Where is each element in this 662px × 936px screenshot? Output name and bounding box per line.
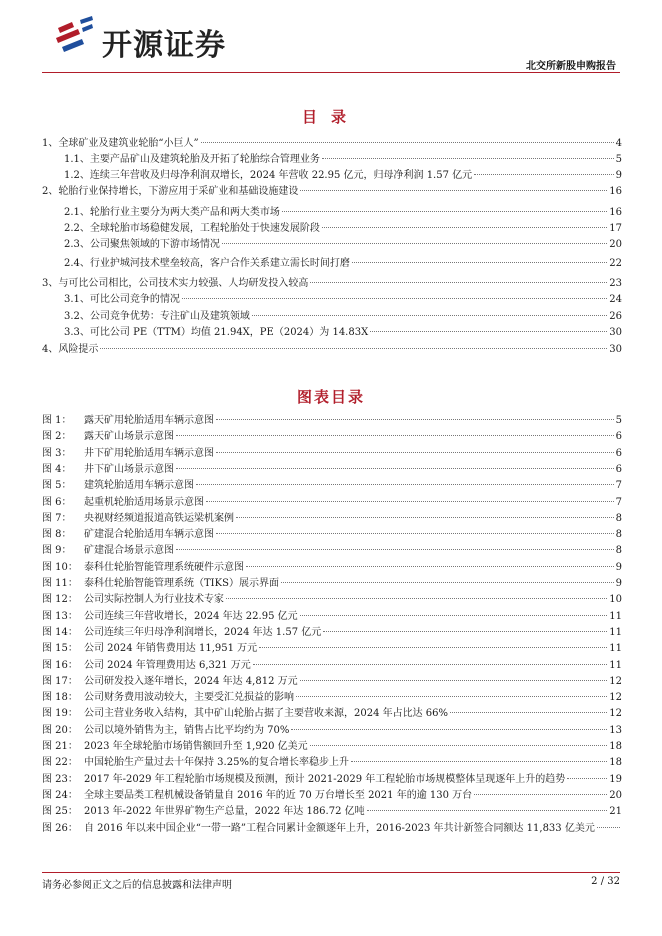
toc-entry-title: 行业护城河技术壁垒较高，客户合作关系建立需长时间打磨 xyxy=(89,258,350,269)
figure-entry-leader xyxy=(176,468,614,469)
toc-entry-number: 3、 xyxy=(42,278,59,289)
toc-entry-leader xyxy=(282,211,607,212)
page-number: 2 / 32 xyxy=(591,876,620,887)
figure-entry[interactable] xyxy=(42,495,622,511)
figure-entry[interactable] xyxy=(42,609,622,625)
figure-entry[interactable] xyxy=(42,821,622,837)
figure-entry-leader xyxy=(291,729,607,730)
figure-entry-leader xyxy=(597,827,620,828)
figure-entry[interactable] xyxy=(42,413,622,429)
toc-entry-leader xyxy=(370,331,607,332)
toc-entry[interactable] xyxy=(42,256,622,272)
figure-entry-title: 公司 2024 年管理费用达 6,321 万元 xyxy=(84,659,251,671)
toc-title: 目录 xyxy=(301,108,360,126)
figure-entry-page: 19 xyxy=(609,773,622,785)
toc-entry[interactable] xyxy=(42,152,622,168)
toc-entry-title: 公司聚焦领域的下游市场情况 xyxy=(89,239,220,250)
toc-entry[interactable] xyxy=(42,237,622,253)
figure-entry-page: 6 xyxy=(615,463,622,475)
figure-entry-page: 12 xyxy=(609,708,622,720)
figure-entry-page: 11 xyxy=(609,643,622,655)
figure-entry-page: 8 xyxy=(615,529,622,541)
toc-entry-title: 连续三年营收及归母净利润双增长，2024 年营收 22.95 亿元，归母净利润 1.57 亿元 xyxy=(89,170,473,181)
figure-entry-page: 10 xyxy=(609,594,622,606)
figure-entry-number: 图 20： xyxy=(42,724,78,736)
toc-entry-leader xyxy=(352,262,607,263)
figure-entry[interactable] xyxy=(42,755,622,771)
figure-entry-leader xyxy=(367,810,608,811)
figure-entry-page: 12 xyxy=(609,692,622,704)
figure-entry[interactable] xyxy=(42,641,622,657)
figure-entry-number: 图 4： xyxy=(42,463,72,475)
figure-entry-number: 图 24： xyxy=(42,789,78,801)
figure-entry[interactable] xyxy=(42,511,622,527)
figure-entry-number: 图 14： xyxy=(42,626,78,638)
figure-entry-title: 公司以境外销售为主，销售占比平均约为 70% xyxy=(84,724,290,736)
figure-entry[interactable] xyxy=(42,739,622,755)
figure-entry-number: 图 17： xyxy=(42,675,78,687)
figure-entry-title: 公司实际控制人为行业技术专家 xyxy=(84,594,224,606)
toc-entry[interactable] xyxy=(42,342,622,358)
figure-entry-leader xyxy=(351,761,607,762)
figure-entry[interactable] xyxy=(42,658,622,674)
figure-entry-page: 8 xyxy=(615,512,622,524)
figure-entry[interactable] xyxy=(42,592,622,608)
figure-entry-title: 露天矿山场景示意图 xyxy=(84,431,174,443)
figure-entry-title: 公司财务费用波动较大，主要受汇兑损益的影响 xyxy=(84,692,294,704)
figure-entry-number: 图 7： xyxy=(42,512,72,524)
toc-entry-leader xyxy=(322,158,614,159)
figure-entry-number: 图 18： xyxy=(42,692,78,704)
figure-entry[interactable] xyxy=(42,543,622,559)
figure-entry-title: 公司连续三年营收增长，2024 年达 22.95 亿元 xyxy=(84,610,298,622)
report-type: 北交所新股申购报告 xyxy=(526,61,616,72)
logo-mark-icon xyxy=(52,14,96,60)
figure-entry-number: 图 21： xyxy=(42,741,78,752)
toc-entry-page: 23 xyxy=(609,278,622,289)
toc-entry[interactable] xyxy=(42,309,622,325)
toc-entry-leader xyxy=(322,227,607,228)
figure-entry-title: 矿建混合轮胎适用车辆示意图 xyxy=(84,529,214,541)
toc-entry-number: 2.3、 xyxy=(64,239,90,250)
toc-entry-page: 30 xyxy=(609,344,622,355)
toc-entry[interactable] xyxy=(42,168,622,184)
figure-entry-title: 2017 年-2029 年工程轮胎市场规模及预测，预计 2021-2029 年工程轮胎市场规模整体呈现逐年上升的趋势 xyxy=(84,773,566,785)
brand-name: 开源证券 xyxy=(102,28,226,63)
figure-entry-leader xyxy=(196,484,614,485)
toc-entry-page: 5 xyxy=(615,154,622,165)
figure-entry[interactable] xyxy=(42,625,622,641)
figure-entry[interactable] xyxy=(42,462,622,478)
toc-entry-page: 22 xyxy=(609,258,622,269)
toc-entry-page: 4 xyxy=(615,138,622,149)
figure-entry[interactable] xyxy=(42,690,622,706)
figure-entry-leader xyxy=(236,517,614,518)
figure-entry[interactable] xyxy=(42,772,622,788)
figure-entry-title: 公司连续三年归母净利润增长，2024 年达 1.57 亿元 xyxy=(84,626,322,638)
figure-entry-leader xyxy=(246,566,614,567)
figure-entry-leader xyxy=(450,712,607,713)
toc-entry[interactable] xyxy=(42,136,622,152)
figure-entry-title: 露天矿用轮胎适用车辆示意图 xyxy=(84,415,214,426)
figure-entry[interactable] xyxy=(42,478,622,494)
figure-entry-number: 图 6： xyxy=(42,496,72,508)
figure-entry-number: 图 15： xyxy=(42,643,78,655)
figure-entry-title: 起重机轮胎适用场景示意图 xyxy=(84,496,204,508)
figure-entry-page: 6 xyxy=(615,447,622,459)
figure-entry-page: 18 xyxy=(609,757,622,769)
toc-entry-title: 公司竞争优势：专注矿山及建筑领域 xyxy=(89,311,250,322)
toc-entry-leader xyxy=(201,142,614,143)
toc-entry-page: 30 xyxy=(609,327,622,338)
toc-entry-leader xyxy=(474,174,613,175)
toc-entry-leader xyxy=(300,190,607,191)
figure-entry-page: 7 xyxy=(615,480,622,492)
figure-entry-leader xyxy=(567,778,607,779)
footer-disclaimer: 请务必参阅正文之后的信息披露和法律声明 xyxy=(42,880,232,891)
toc-entry-leader xyxy=(252,315,607,316)
figure-entry-page: 21 xyxy=(609,806,622,818)
header-divider xyxy=(42,72,620,73)
toc-entry-number: 2.4、 xyxy=(64,258,90,269)
figure-entry-title: 公司 2024 年销售费用达 11,951 万元 xyxy=(84,643,258,655)
figure-entry-number: 图 9： xyxy=(42,545,72,557)
toc-entry-number: 1、 xyxy=(42,138,59,149)
toc-entry-leader xyxy=(310,282,607,283)
figure-entry-page: 8 xyxy=(615,545,622,557)
figure-entry-number: 图 26： xyxy=(42,822,78,834)
figure-entry-number: 图 12： xyxy=(42,594,78,606)
figure-entry-title: 泰科仕轮胎智能管理系统硬件示意图 xyxy=(84,561,244,573)
figure-entry-page: 7 xyxy=(615,496,622,508)
toc-entry[interactable] xyxy=(42,221,622,237)
toc-entry-number: 1.2、 xyxy=(64,170,90,181)
figure-entry-title: 2013 年-2022 年世界矿物生产总量，2022 年达 186.72 亿吨 xyxy=(84,806,365,818)
figure-entry[interactable] xyxy=(42,560,622,576)
figure-entry-page: 9 xyxy=(615,561,622,573)
figure-entry-page: 11 xyxy=(609,659,622,671)
toc-entry-title: 可比公司竞争的情况 xyxy=(89,294,180,305)
figure-entry-leader xyxy=(216,419,614,420)
toc-entry-number: 3.2、 xyxy=(64,311,90,322)
figure-entry-leader xyxy=(296,696,607,697)
figure-entry-page: 11 xyxy=(609,610,622,622)
toc-entry-leader xyxy=(222,243,607,244)
toc-entry-number: 3.3、 xyxy=(64,327,90,338)
toc-entry[interactable] xyxy=(42,325,622,341)
figure-entry-leader xyxy=(176,549,614,550)
figure-entry-leader xyxy=(474,794,607,795)
figure-entry-title: 泰科仕轮胎智能管理系统（TIKS）展示界面 xyxy=(84,578,279,589)
toc-entry-number: 2、 xyxy=(42,186,59,197)
figure-entry-title: 建筑轮胎适用车辆示意图 xyxy=(84,480,194,492)
figure-entry-leader xyxy=(226,598,607,599)
toc-entry-page: 20 xyxy=(609,239,622,250)
figure-entry-title: 2023 年全球轮胎市场销售额回升至 1,920 亿美元 xyxy=(84,741,308,752)
figure-entry-number: 图 1： xyxy=(42,415,72,426)
toc-entry-page: 16 xyxy=(609,186,622,197)
toc-entry-page: 26 xyxy=(609,311,622,322)
figure-entry-number: 图 25： xyxy=(42,806,78,818)
toc-entry-page: 16 xyxy=(609,207,622,218)
figure-entry-leader xyxy=(310,745,608,746)
figure-entry-title: 井下矿山场景示意图 xyxy=(84,463,174,475)
toc-entry-page: 17 xyxy=(609,223,622,234)
toc-entry-leader xyxy=(100,348,607,349)
figure-entry-number: 图 23： xyxy=(42,773,78,785)
figure-entry[interactable] xyxy=(42,804,622,820)
toc-entry-title: 轮胎行业保持增长，下游应用于采矿业和基础设施建设 xyxy=(58,186,299,197)
toc-entry-title: 全球矿业及建筑业轮胎“小巨人” xyxy=(58,138,199,149)
figure-entry-number: 图 10： xyxy=(42,561,78,573)
figure-entry-leader xyxy=(323,631,607,632)
figure-entry[interactable] xyxy=(42,788,622,804)
toc-entry-number: 4、 xyxy=(42,344,59,355)
figure-entry-number: 图 19： xyxy=(42,708,78,720)
figure-entry[interactable] xyxy=(42,527,622,543)
figure-entry-number: 图 11： xyxy=(42,578,78,589)
figure-entry[interactable] xyxy=(42,723,622,739)
toc-entry[interactable] xyxy=(42,184,622,200)
figure-entry-leader xyxy=(300,615,608,616)
toc-entry-page: 9 xyxy=(615,170,622,181)
figure-entry[interactable] xyxy=(42,674,622,690)
figure-entry-leader xyxy=(259,647,607,648)
figure-entry-page: 18 xyxy=(609,741,622,752)
figure-entry-page: 13 xyxy=(609,724,622,736)
figure-entry-leader xyxy=(300,680,608,681)
figure-entry-title: 井下矿用轮胎适用车辆示意图 xyxy=(84,447,214,459)
figure-entry-number: 图 16： xyxy=(42,659,78,671)
brand-logo xyxy=(52,14,252,63)
figure-entry-page: 9 xyxy=(615,578,622,589)
figure-entry-title: 公司主营业务收入结构，其中矿山轮胎占据了主要营收来源，2024 年占比达 66% xyxy=(84,708,449,720)
figure-entry[interactable] xyxy=(42,576,622,592)
toc-entry-number: 2.2、 xyxy=(64,223,90,234)
toc-entry-title: 全球轮胎市场稳健发展，工程轮胎处于快速发展阶段 xyxy=(89,223,320,234)
page-header xyxy=(0,0,662,76)
figure-entry-number: 图 2： xyxy=(42,431,72,443)
figure-entry-number: 图 8： xyxy=(42,529,72,541)
figure-entry-title: 公司研发投入逐年增长，2024 年达 4,812 万元 xyxy=(84,675,298,687)
figure-entry-leader xyxy=(216,533,614,534)
toc-entry-page: 24 xyxy=(609,294,622,305)
figure-entry[interactable] xyxy=(42,429,622,445)
footer-divider xyxy=(42,872,620,873)
figure-entry-page: 6 xyxy=(615,431,622,443)
toc-entry-leader xyxy=(182,298,607,299)
figure-entry-title: 自 2016 年以来中国企业“一带一路”工程合同累计金额逐年上升，2016-2023 年共计新签合同额达 11,833 亿美元 xyxy=(84,822,595,834)
toc-entry-title: 与可比公司相比，公司技术实力较强、人均研发投入较高 xyxy=(58,278,309,289)
toc-entry-title: 轮胎行业主要分为两大类产品和两大类市场 xyxy=(89,207,280,218)
toc-entry[interactable] xyxy=(42,205,622,221)
figure-entry-page: 12 xyxy=(609,675,622,687)
toc-entry-title: 风险提示 xyxy=(58,344,99,355)
figure-entry-title: 央视财经频道报道高铁运梁机案例 xyxy=(84,512,234,524)
figure-entry-page: 5 xyxy=(615,415,622,426)
figure-entry-leader xyxy=(206,501,614,502)
figure-entry-leader xyxy=(216,452,614,453)
toc-entry-number: 2.1、 xyxy=(64,207,90,218)
figure-entry-title: 矿建混合场景示意图 xyxy=(84,545,174,557)
figure-entry-page: 20 xyxy=(609,789,622,801)
toc-entry-title: 主要产品矿山及建筑轮胎及开拓了轮胎综合管理业务 xyxy=(89,154,320,165)
figure-entry[interactable] xyxy=(42,706,622,722)
figure-entry-page: 11 xyxy=(609,626,622,638)
figure-entry-leader xyxy=(281,582,614,583)
toc-entry-number: 1.1、 xyxy=(64,154,90,165)
toc-entry[interactable] xyxy=(42,276,622,292)
figure-entry-leader xyxy=(176,435,614,436)
figure-entry-leader xyxy=(253,664,607,665)
figure-entry-number: 图 13： xyxy=(42,610,78,622)
figure-entry-title: 全球主要品类工程机械设备销量自 2016 年的近 70 万台增长至 2021 年的逾 130 万台 xyxy=(84,789,473,801)
figure-entry-number: 图 5： xyxy=(42,480,72,492)
toc-entry-title: 可比公司 PE（TTM）均值 21.94X，PE（2024）为 14.83X xyxy=(89,327,369,338)
figure-entry-title: 中国轮胎生产量过去十年保持 3.25%的复合增长率稳步上升 xyxy=(84,757,349,769)
figure-entry-number: 图 22： xyxy=(42,757,78,769)
figure-entry-number: 图 3： xyxy=(42,447,72,459)
figures-title: 图表目录 xyxy=(296,388,365,406)
toc-entry-number: 3.1、 xyxy=(64,294,90,305)
toc-entry[interactable] xyxy=(42,292,622,308)
figure-entry[interactable] xyxy=(42,446,622,462)
